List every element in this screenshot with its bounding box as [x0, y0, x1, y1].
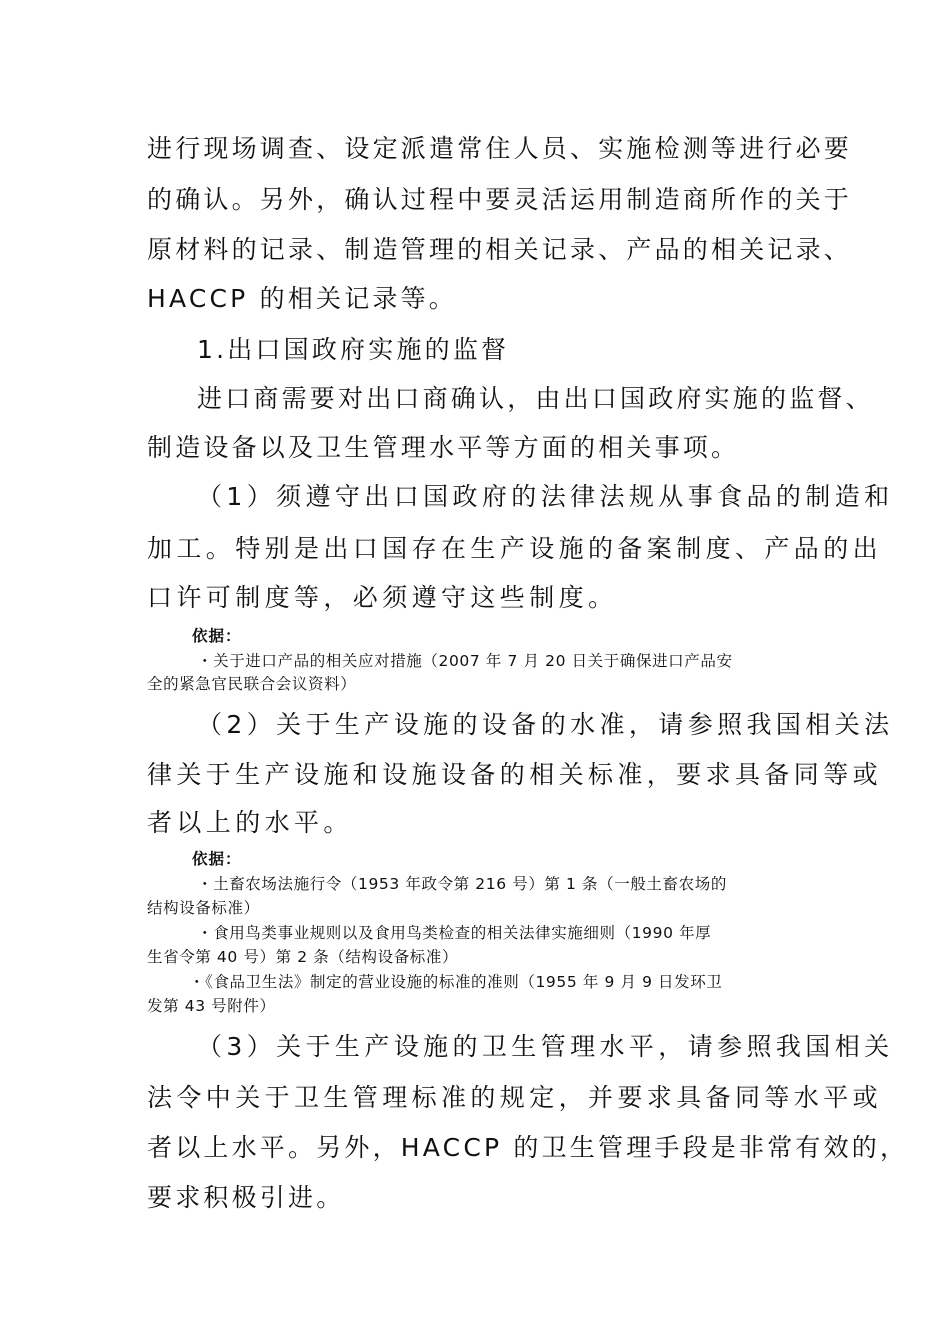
paragraph-line: 进行现场调查、设定派遣常住人员、实施检测等进行必要 — [147, 134, 853, 163]
paragraph-line: HACCP 的相关记录等。 — [147, 284, 457, 313]
section-heading: 1.出口国政府实施的监督 — [197, 335, 510, 364]
paragraph-line: 律关于生产设施和设施设备的相关标准，要求具备同等或 — [147, 760, 883, 789]
paragraph-line: 原材料的记录、制造管理的相关记录、产品的相关记录、 — [147, 235, 853, 264]
paragraph-line: 者以上水平。另外，HACCP 的卫生管理手段是非常有效的， — [147, 1133, 909, 1162]
basis-line: 全的紧急官民联合会议资料） — [147, 675, 357, 693]
paragraph-line: 者以上的水平。 — [147, 808, 353, 837]
paragraph-line: 要求积极引进。 — [147, 1183, 345, 1212]
basis-label: 依据： — [192, 850, 242, 868]
paragraph-line: 口许可制度等，必须遵守这些制度。 — [147, 583, 618, 612]
paragraph-line: （1）须遵守出口国政府的法律法规从事食品的制造和 — [197, 482, 894, 511]
paragraph-line: 加工。特别是出口国存在生产设施的备案制度、产品的出 — [147, 534, 883, 563]
paragraph-line: （2）关于生产设施的设备的水准，请参照我国相关法 — [197, 710, 894, 739]
basis-label: 依据： — [192, 627, 242, 645]
basis-line: ・土畜农场法施行令（1953 年政令第 216 号）第 1 条（一般土畜农场的 — [197, 875, 727, 893]
basis-line: ・《食品卫生法》制定的营业设施的标准的准则（1955 年 9 月 9 日发环卫 — [189, 973, 723, 991]
basis-line: 生省令第 40 号）第 2 条（结构设备标准） — [147, 948, 459, 966]
basis-line: 结构设备标准） — [147, 899, 260, 917]
paragraph-line: 进口商需要对出口商确认，由出口国政府实施的监督、 — [197, 384, 874, 413]
paragraph-line: 制造设备以及卫生管理水平等方面的相关事项。 — [147, 433, 740, 462]
paragraph-line: 的确认。另外，确认过程中要灵活运用制造商所作的关于 — [147, 185, 853, 214]
basis-line: ・关于进口产品的相关应对措施（2007 年 7 月 20 日关于确保进口产品安 — [197, 652, 733, 670]
basis-line: 发第 43 号附件） — [147, 997, 276, 1015]
paragraph-line: 法令中关于卫生管理标准的规定，并要求具备同等水平或 — [147, 1083, 883, 1112]
paragraph-line: （3）关于生产设施的卫生管理水平，请参照我国相关 — [197, 1032, 894, 1061]
basis-line: ・食用鸟类事业规则以及食用鸟类检查的相关法律实施细则（1990 年厚 — [197, 924, 712, 942]
